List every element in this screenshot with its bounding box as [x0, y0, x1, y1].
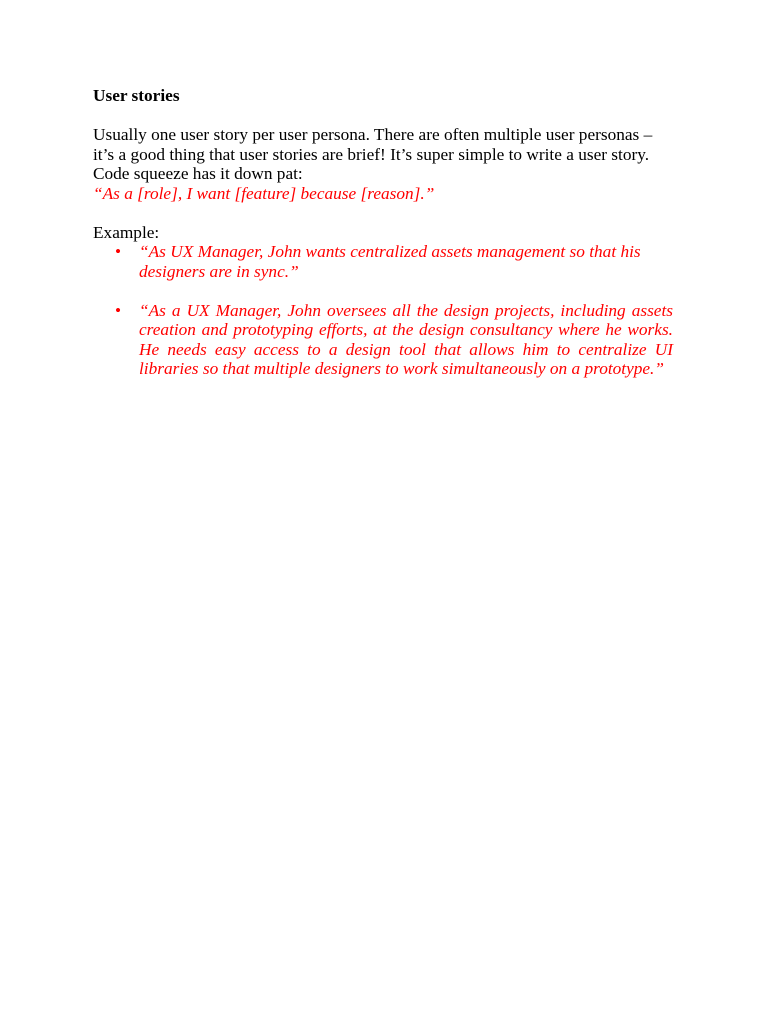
example-label: Example:	[93, 222, 160, 242]
bullet-icon: •	[115, 242, 122, 261]
list-item	[93, 242, 673, 281]
list-item	[93, 301, 673, 379]
example-list	[93, 242, 673, 379]
example-text: “As a UX Manager, John oversees all the design projects, including assets creation and prototyping efforts, at the design consultancy where he works. He needs easy access to a design tool that allows him to centralize UI libraries so that multiple designers to work simultaneously on a prototype.”	[139, 300, 673, 378]
template-quote: “As a [role], I want [feature] because [reason].”	[93, 183, 435, 203]
bullet-icon: •	[115, 300, 122, 320]
paragraph-spacer	[93, 203, 673, 223]
section-heading: User stories	[93, 86, 180, 105]
intro-paragraph: Usually one user story per user persona. There are often multiple user personas – it’s a good thing that user stories are brief! It’s super simple to write a user story. Code squeeze has it down pat:	[93, 125, 653, 183]
example-text: “As UX Manager, John wants centralized assets management so that his designers are in sync.”	[139, 242, 641, 281]
document-page	[93, 86, 673, 379]
